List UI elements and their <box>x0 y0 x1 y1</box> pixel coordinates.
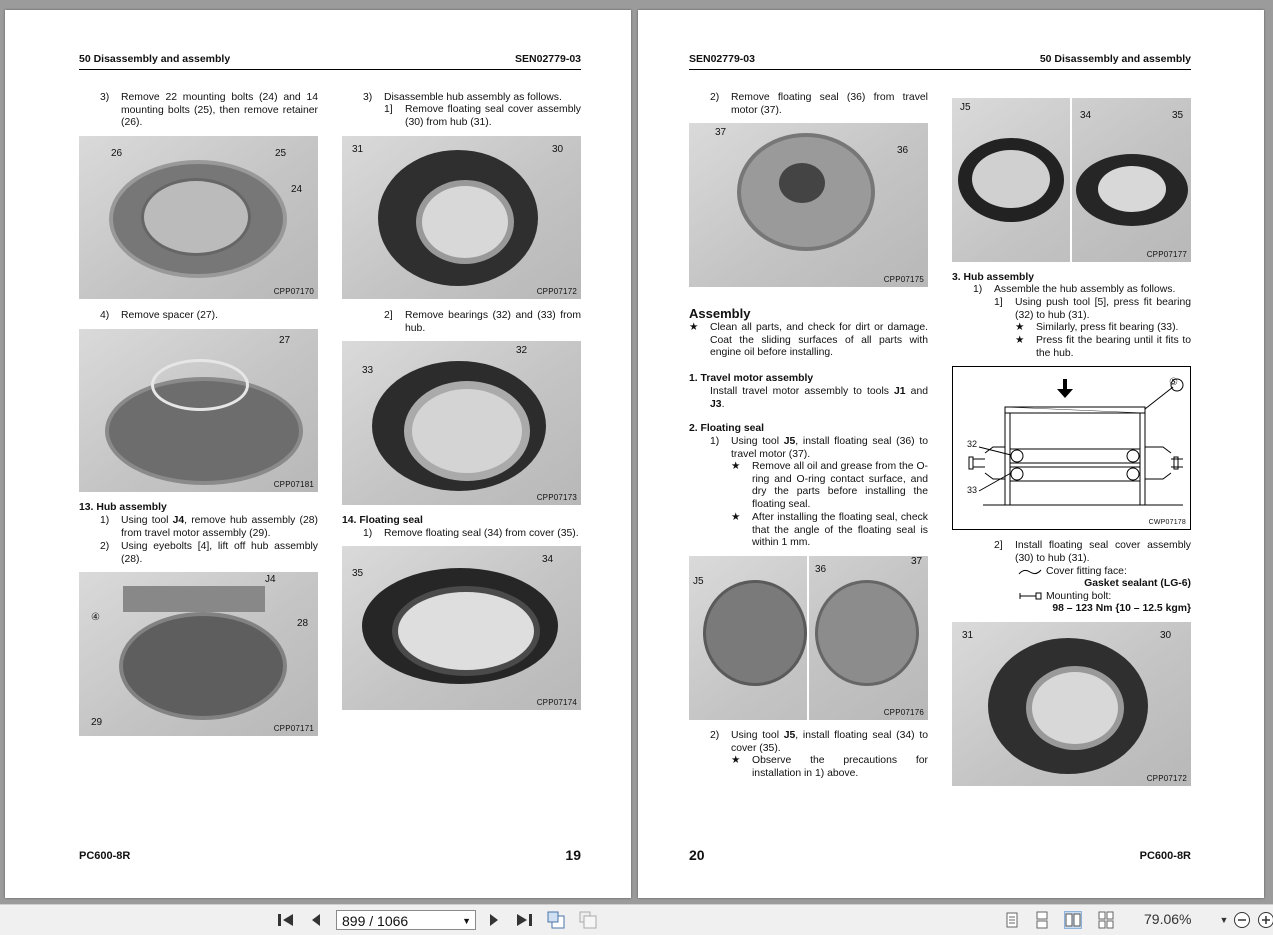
photo-code: CPP07176 <box>884 708 924 717</box>
callout-label: ④ <box>91 612 100 623</box>
bearing-shape <box>404 381 530 481</box>
step-number: 1) <box>100 515 109 528</box>
callout-label: 33 <box>967 485 977 495</box>
page-header-left: 50 Disassembly and assembly <box>79 53 230 65</box>
assembly-note: Clean all parts, and check for dirt or damage. Coat the sliding surfaces of all parts with engine oil before installing. <box>710 322 928 360</box>
section-title: 14. Floating seal <box>342 515 423 528</box>
star-icon: ★ <box>731 461 740 474</box>
continuous-view-button[interactable] <box>1033 911 1051 929</box>
page-number: 19 <box>565 847 581 863</box>
substep-number: 1] <box>384 104 393 117</box>
step-number: 2) <box>100 541 109 554</box>
page-forward-icon <box>578 911 598 929</box>
zoom-in-icon <box>1257 911 1273 929</box>
step-text: Using tool J4, remove hub assembly (28) from travel motor assembly (29). <box>121 515 318 540</box>
next-page-button[interactable] <box>484 910 504 930</box>
callout-label: 31 <box>962 630 973 641</box>
previous-page-icon <box>309 913 323 927</box>
assembly-title: Assembly <box>689 306 750 321</box>
callout-label: 34 <box>542 554 553 565</box>
substep-number: 2] <box>994 540 1003 553</box>
step-text: Assemble the hub assembly as follows. <box>994 284 1175 297</box>
first-page-icon <box>277 913 295 927</box>
left-page <box>5 10 631 898</box>
photo-hub-cover-installed <box>952 622 1191 786</box>
callout-label: 29 <box>91 717 102 728</box>
two-page-continuous-icon <box>1097 911 1115 929</box>
callout-label: ⑤ <box>1169 377 1178 388</box>
star-note: Remove all oil and grease from the O-ring and O-ring contact surface, and dry the parts before installing the floating seal. <box>752 461 928 511</box>
substep-number: 1] <box>994 297 1003 310</box>
continuous-page-icon <box>1033 911 1051 929</box>
photo-hub-cover <box>342 136 581 299</box>
section-title: 3. Hub assembly <box>952 272 1034 285</box>
seal-shape <box>392 586 540 676</box>
step-text: Using tool J5, install floating seal (34) to cover (35). <box>731 730 928 755</box>
callout-label: 32 <box>967 439 977 449</box>
last-page-button[interactable] <box>514 910 534 930</box>
press-fit-diagram <box>952 366 1191 530</box>
star-note: After installing the floating seal, check that the angle of the floating seal is within 1 mm. <box>752 512 928 550</box>
photo-code: CPP07171 <box>274 724 314 733</box>
page-header-right: SEN02779-03 <box>515 53 581 65</box>
callout-label: 30 <box>1160 630 1171 641</box>
footer-model: PC600-8R <box>1140 850 1191 862</box>
chevron-down-icon: ▼ <box>462 911 471 931</box>
photo-hub-lift <box>79 572 318 736</box>
step-number: 3) <box>363 92 372 105</box>
last-page-icon <box>515 913 533 927</box>
page-indicator: 899 / 1066 <box>342 913 408 929</box>
press-fit-drawing <box>953 367 1190 529</box>
star-icon: ★ <box>731 755 740 768</box>
bolt-label: Mounting bolt: <box>1046 591 1111 604</box>
substep-text: Remove bearings (32) and (33) from hub. <box>405 310 581 335</box>
page-back-button[interactable] <box>546 910 566 930</box>
hub-inner-shape <box>1026 666 1124 750</box>
section-text: Install travel motor assembly to tools J1 and J3. <box>710 386 928 411</box>
photo-install-seal <box>689 556 928 720</box>
tool-bar-shape <box>123 586 265 612</box>
star-note: Similarly, press fit bearing (33). <box>1036 322 1191 335</box>
callout-label: 35 <box>1172 110 1183 121</box>
motor-center-shape <box>779 163 825 203</box>
star-icon: ★ <box>1015 335 1024 348</box>
photo-code: CPP07174 <box>537 698 577 707</box>
spacer-shape <box>151 359 249 411</box>
zoom-dropdown-button[interactable] <box>1214 910 1234 930</box>
step-text: Disassemble hub assembly as follows. <box>384 92 562 105</box>
page-forward-button[interactable] <box>578 910 598 930</box>
photo-code: CPP07172 <box>1147 774 1187 783</box>
step-text: Remove floating seal (36) from travel motor (37). <box>731 92 928 117</box>
tool-ring-inner-shape <box>972 150 1050 208</box>
callout-label: J5 <box>960 102 971 113</box>
step-number: 1) <box>710 436 719 449</box>
photo-code: CPP07175 <box>884 275 924 284</box>
step-number: 2) <box>710 92 719 105</box>
callout-label: 35 <box>352 568 363 579</box>
single-page-icon <box>1003 911 1021 929</box>
bolt-torque-value: 98 – 123 Nm {10 – 12.5 kgm} <box>1052 603 1191 616</box>
step-number: 4) <box>100 310 109 323</box>
hub-inner-shape <box>416 180 514 264</box>
zoom-in-button[interactable] <box>1256 910 1273 930</box>
photo-travel-motor <box>689 123 928 287</box>
substep-text: Using push tool [5], press fit bearing (32) to hub (31). <box>1015 297 1191 322</box>
star-icon: ★ <box>689 322 698 335</box>
photo-code: CPP07181 <box>274 480 314 489</box>
photo-divider <box>1070 98 1072 262</box>
zoom-level[interactable]: 79.06% <box>1144 911 1191 927</box>
cover-face-label: Cover fitting face: <box>1046 566 1127 579</box>
photo-code: CPP07172 <box>537 287 577 296</box>
callout-label: 27 <box>279 335 290 346</box>
single-page-view-button[interactable] <box>1003 911 1021 929</box>
page-number-input[interactable] <box>336 910 476 930</box>
callout-label: 37 <box>911 556 922 567</box>
step-text: Using eyebolts [4], lift off hub assembly (28). <box>121 541 318 566</box>
photo-code: CPP07173 <box>537 493 577 502</box>
photo-bearings <box>342 341 581 505</box>
step-text: Remove 22 mounting bolts (24) and 14 mounting bolts (25), then remove retainer (26). <box>121 92 318 130</box>
substep-text: Install floating seal cover assembly (30) to hub (31). <box>1015 540 1191 565</box>
substep-number: 2] <box>384 310 393 323</box>
step-number: 1) <box>973 284 982 297</box>
callout-label: 32 <box>516 345 527 356</box>
page-back-icon <box>546 911 566 929</box>
section-title: 13. Hub assembly <box>79 502 167 515</box>
star-note: Press fit the bearing until it fits to the hub. <box>1036 335 1191 360</box>
step-text: Using tool J5, install floating seal (36) to travel motor (37). <box>731 436 928 461</box>
two-page-continuous-view-button[interactable] <box>1097 911 1115 929</box>
callout-label: 28 <box>297 618 308 629</box>
callout-label: 25 <box>275 148 286 159</box>
viewer-toolbar <box>0 904 1273 935</box>
photo-retainer <box>79 136 318 299</box>
section-title: 2. Floating seal <box>689 423 764 436</box>
photo-code: CPP07170 <box>274 287 314 296</box>
motor-shape <box>815 580 919 686</box>
callout-label: 34 <box>1080 110 1091 121</box>
step-text: Remove floating seal (34) from cover (35). <box>384 528 579 541</box>
callout-label: 36 <box>897 145 908 156</box>
zoom-out-button[interactable] <box>1232 910 1252 930</box>
substep-text: Remove floating seal cover assembly (30) from hub (31). <box>405 104 581 129</box>
diagram-code: CWP07178 <box>1149 519 1186 526</box>
two-page-view-button[interactable] <box>1064 911 1082 929</box>
callout-label: 36 <box>815 564 826 575</box>
callout-label: J5 <box>693 576 704 587</box>
callout-label: 31 <box>352 144 363 155</box>
photo-spacer <box>79 329 318 492</box>
motor-shape <box>703 580 807 686</box>
callout-label: 33 <box>362 365 373 376</box>
photo-seal-parts <box>952 98 1191 262</box>
star-icon: ★ <box>1015 322 1024 335</box>
photo-divider <box>807 556 809 720</box>
photo-floating-seal <box>342 546 581 710</box>
star-note: Observe the precautions for installation in 1) above. <box>752 755 928 780</box>
hub-inner-shape <box>141 178 251 256</box>
right-page <box>638 10 1264 898</box>
step-number: 3) <box>100 92 109 105</box>
step-number: 1) <box>363 528 372 541</box>
sealant-icon <box>1018 566 1042 581</box>
hub-shape <box>119 612 287 720</box>
next-page-icon <box>487 913 501 927</box>
footer-model: PC600-8R <box>79 850 130 862</box>
section-title: 1. Travel motor assembly <box>689 373 813 386</box>
step-number: 2) <box>710 730 719 743</box>
page-number: 20 <box>689 847 705 863</box>
callout-label: J4 <box>265 574 276 585</box>
header-rule <box>79 69 581 70</box>
page-header-left: SEN02779-03 <box>689 53 755 65</box>
callout-label: 37 <box>715 127 726 138</box>
callout-label: 30 <box>552 144 563 155</box>
cover-face-value: Gasket sealant (LG-6) <box>1084 578 1191 591</box>
previous-page-button[interactable] <box>306 910 326 930</box>
step-text: Remove spacer (27). <box>121 310 218 323</box>
page-header-right: 50 Disassembly and assembly <box>1040 53 1191 65</box>
star-icon: ★ <box>731 512 740 525</box>
cover-inner-shape <box>1098 166 1166 212</box>
wrench-icon <box>1018 591 1042 606</box>
two-page-icon <box>1065 912 1081 928</box>
photo-code: CPP07177 <box>1147 250 1187 259</box>
chevron-down-icon: ▼ <box>1220 915 1229 925</box>
zoom-out-icon <box>1233 911 1251 929</box>
callout-label: 26 <box>111 148 122 159</box>
callout-label: 24 <box>291 184 302 195</box>
header-rule <box>689 69 1191 70</box>
first-page-button[interactable] <box>276 910 296 930</box>
